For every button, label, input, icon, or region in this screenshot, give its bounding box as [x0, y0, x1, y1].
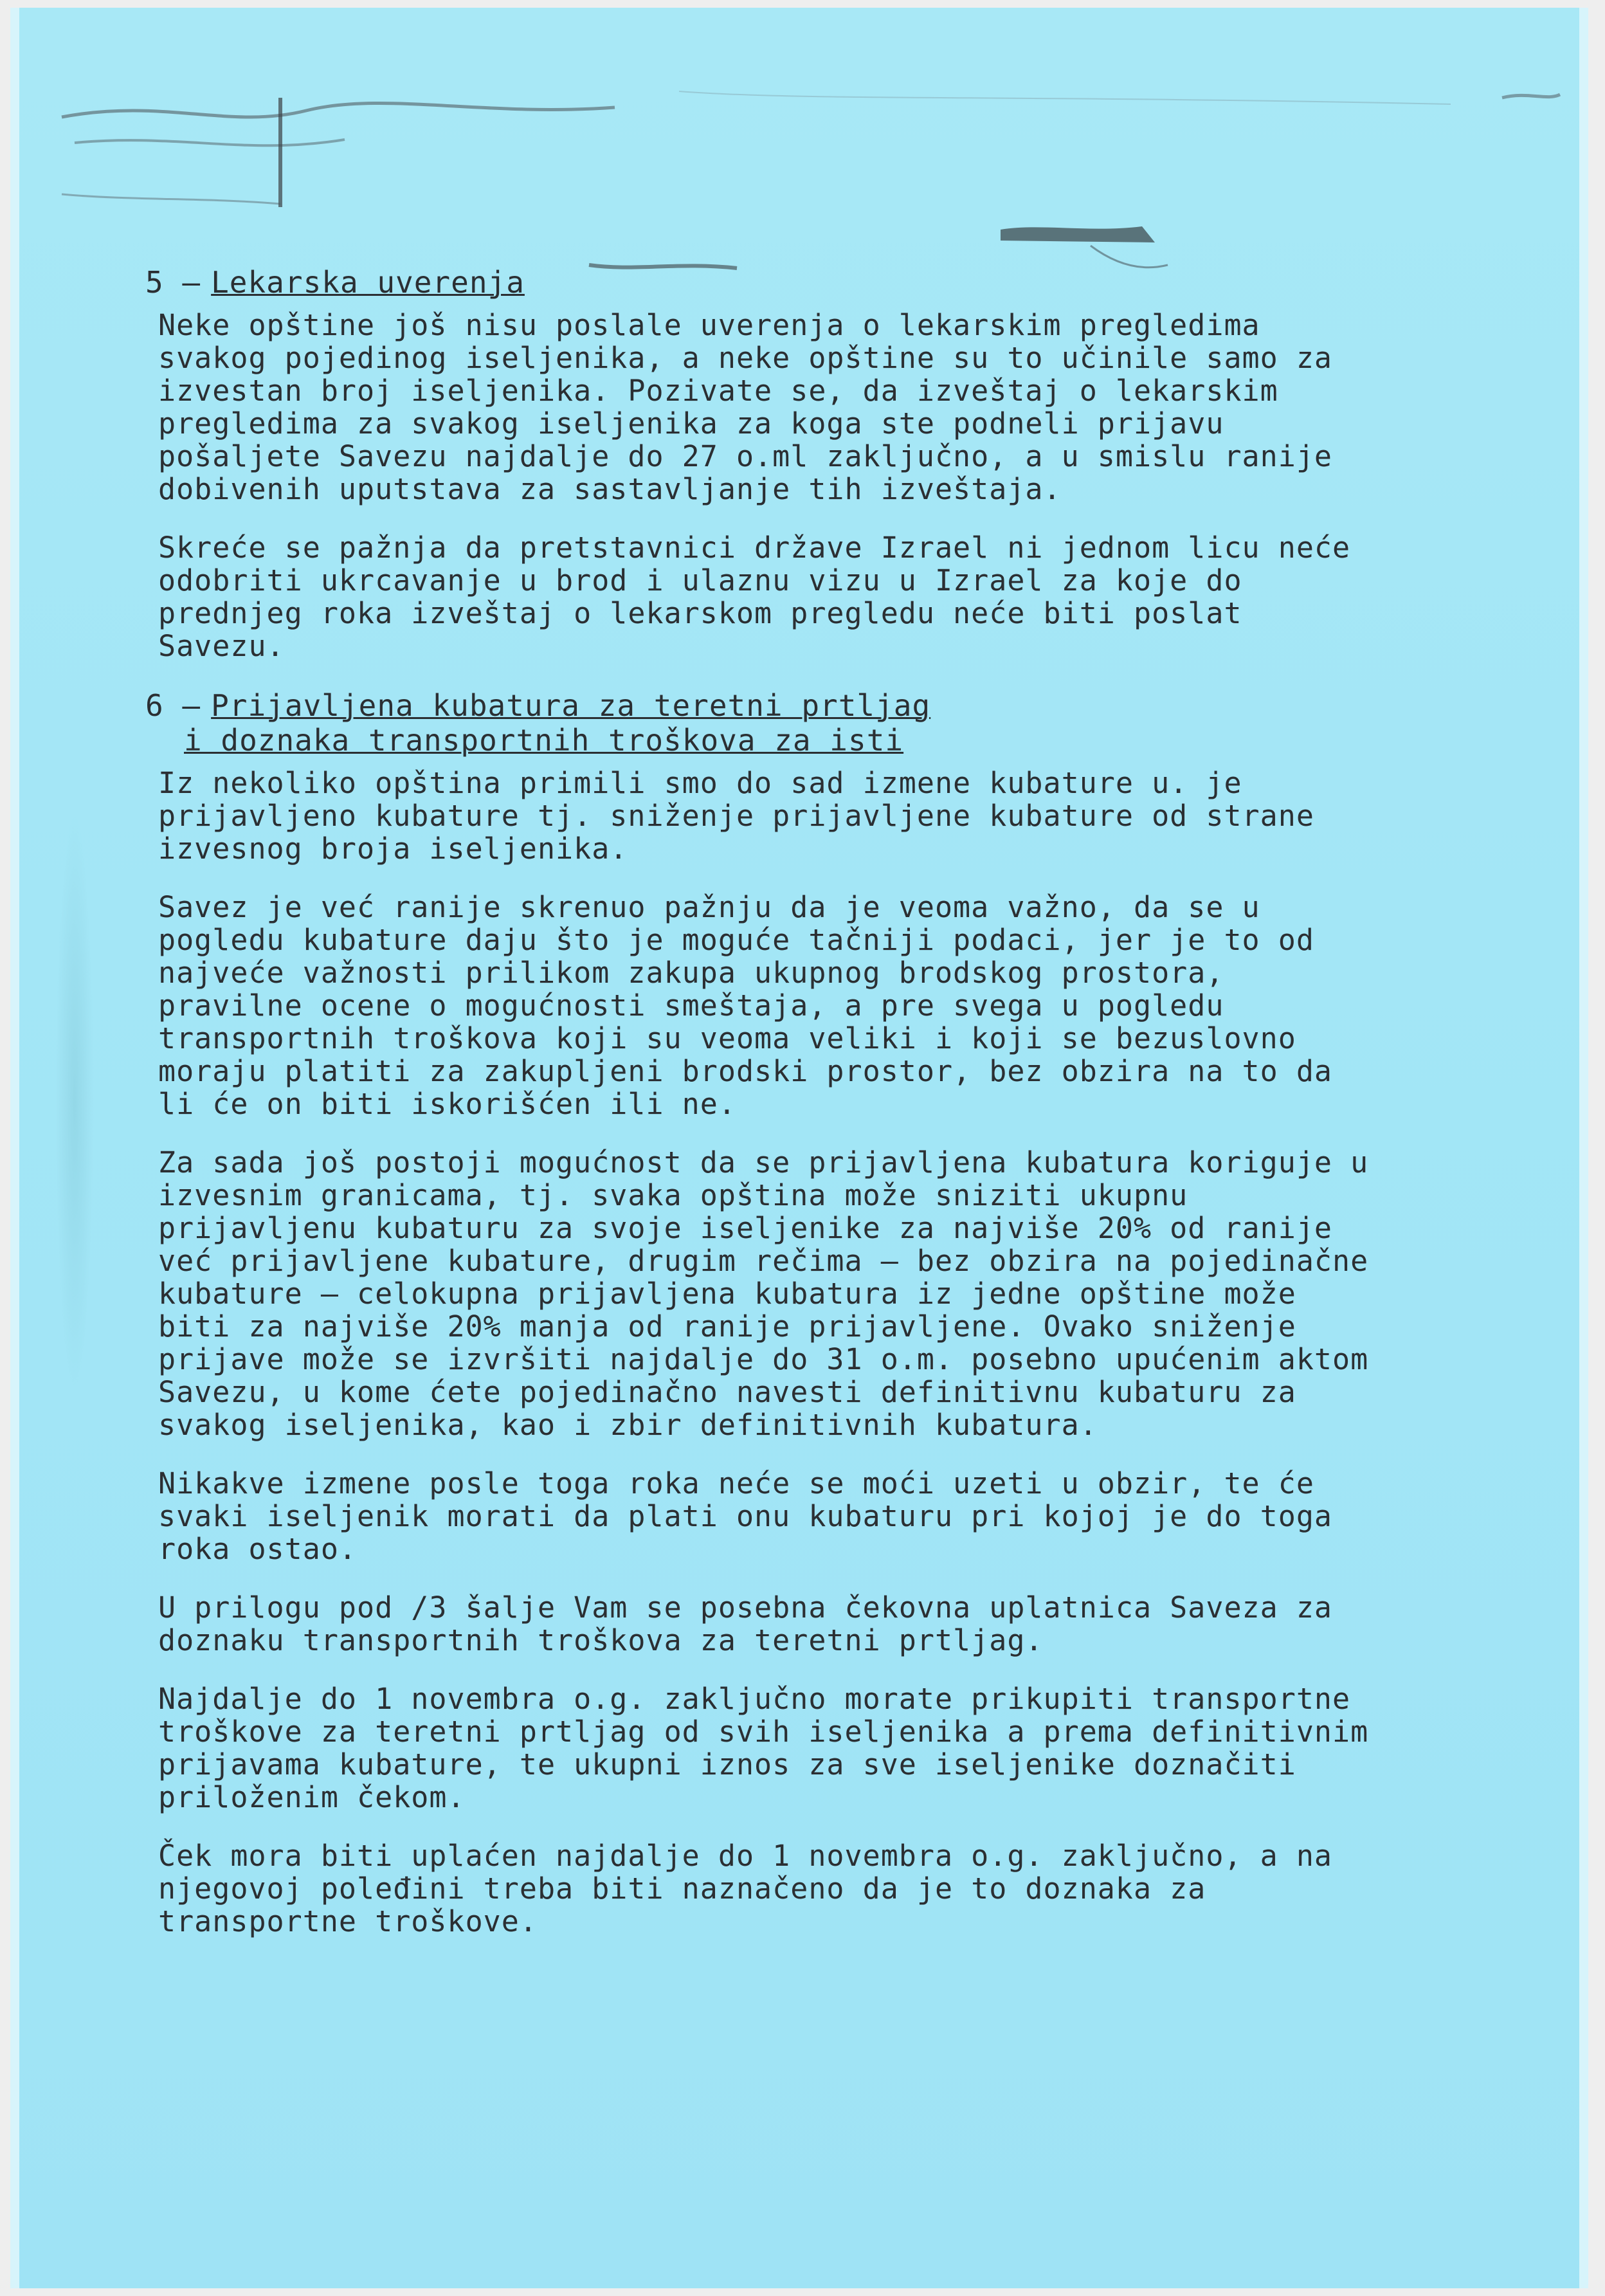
section-6-paragraph-5: U prilogu pod /3 šalje Vam se posebna čekovna uplatnica Saveza za doznaku transportnih troškova za teretni prtljag. — [158, 1590, 1332, 1657]
header-scribble-marks — [36, 72, 1566, 291]
margin-smudge — [55, 812, 94, 1390]
section-6-paragraph-2: Savez je već ranije skrenuo pažnju da je veoma važno, da se u pogledu kubature daju što je moguće tačniji podaci, jer je to od najveće važnosti prilikom zakupa ukupnog brodskog prostora, pravilne ocene o mogućnosti smeštaja, a pre svega u pogledu transportnih troškova koji su veoma veliki i koji se bezuslovno moraju platiti za zakupljeni brodski prostor, bez obzira na to da li će on biti iskorišćen ili ne. — [158, 890, 1332, 1121]
section-5-paragraph-2: Skreće se pažnja da pretstavnici države Izrael ni jednom licu neće odobriti ukrcavanje u brod i ulaznu vizu u Izrael za koje do prednjeg roka izveštaj o lekarskom pregledu neće biti poslat Savezu. — [158, 531, 1351, 663]
section-6-paragraph-3: Za sada još postoji mogućnost da se prijavljena kubatura koriguje u izvesnim granicama, tj. svaka opština može sniziti ukupnu prijavljenu kubaturu za svoje iseljenike za najviše 20% od ranije već prijavljene kubature, drugim rečima – bez obzira na pojedinačne kubature – celokupna prijavljena kubatura iz jedne opštine može biti za najviše 20% manja od ranije prijavljene. Ovako sniženje prijave može se izvršiti najdalje do 31 o.m. posebno upućenim aktom Savezu, u kome ćete pojedinačno navesti definitivnu kubaturu za svakog iseljenika, kao i zbir definitivnih kubatura. — [158, 1145, 1369, 1442]
section-6-heading — [145, 688, 1380, 758]
section-6-paragraph-4: Nikakve izmene posle toga roka neće se moći uzeti u obzir, te će svaki iseljenik morati da plati onu kubaturu pri kojoj je do toga roka ostao. — [158, 1466, 1332, 1566]
section-5-title: Lekarska uverenja — [211, 265, 525, 300]
document-page — [10, 8, 1588, 2288]
section-6-number: 6 – — [145, 688, 201, 723]
section-6-paragraph-7: Ček mora biti uplaćen najdalje do 1 novembra o.g. zaključno, a na njegovoj poleđini treba biti naznačeno da je to doznaka za transportne troškove. — [158, 1839, 1332, 1938]
page-edge-left — [10, 8, 19, 2288]
section-6-title-line-2: i doznaka transportnih troškova za isti — [184, 723, 904, 758]
section-6-paragraph-6: Najdalje do 1 novembra o.g. zaključno morate prikupiti transportne troškove za teretni prtljag od svih iseljenika a prema definitivnim prijavama kubature, te ukupni iznos za sve iseljenike doznačiti priloženim čekom. — [158, 1682, 1369, 1814]
section-6-title-line-1: Prijavljena kubatura za teretni prtljag — [211, 688, 931, 723]
section-5-paragraph-1: Neke opštine još nisu poslale uverenja o lekarskim pregledima svakog pojedinog iseljenika, a neke opštine su to učinile samo za izvestan broj iseljenika. Pozivate se, da izveštaj o lekarskim pregledima za svakog iseljenika za koga ste podneli prijavu pošaljete Savezu najdalje do 27 o.ml zaključno, a u smislu ranije dobivenih uputstava za sastavljanje tih izveštaja. — [158, 308, 1332, 506]
section-6-paragraph-1: Iz nekoliko opština primili smo do sad izmene kubature u. je prijavljeno kubature tj. sniženje prijavljene kubature od strane izvesnog broja iseljenika. — [158, 766, 1314, 866]
section-5-heading — [145, 265, 1380, 300]
section-5-number: 5 – — [145, 265, 201, 300]
document-body — [145, 265, 1380, 1963]
page-edge-right — [1579, 8, 1588, 2288]
